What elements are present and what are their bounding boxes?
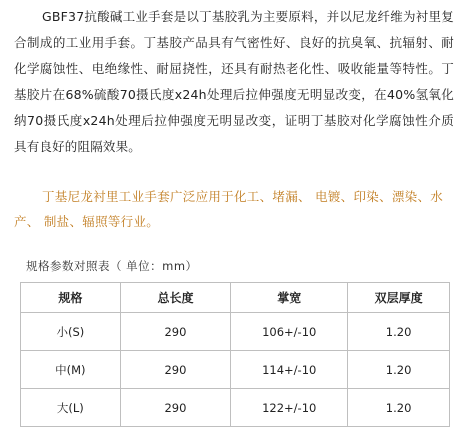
table-caption: 规格参数对照表（ 单位：mm）	[26, 259, 198, 273]
table-row	[21, 313, 450, 351]
spec-table	[20, 282, 450, 427]
intro-paragraph: GBF37抗酸碱工业手套是以丁基胶乳为主要原料，并以尼龙纤维为衬里复合制成的工业用手套。丁基胶产品具有气密性好、良好的抗臭氧、抗辐射、耐化学腐蚀性、电绝缘性、耐屈挠性，还具有耐热老化性、吸收能量等特性。丁基胶片在68%硫酸70摄氏度x24h处理后拉伸强度无明显改变，在40%氢氧化纳70摄氏度x24h处理后拉伸强度无明显改变，证明丁基胶对化学腐蚀性介质具有良好的阻隔效果。	[14, 9, 454, 154]
cell-size: 小(S)	[21, 313, 121, 351]
cell-double-thickness: 1.20	[348, 313, 450, 351]
cell-size: 中(M)	[21, 351, 121, 389]
cell-double-thickness: 1.20	[348, 389, 450, 427]
table-header-row	[21, 283, 450, 313]
cell-total-length: 290	[120, 389, 231, 427]
cell-total-length: 290	[120, 351, 231, 389]
table-row	[21, 351, 450, 389]
application-paragraph: 丁基尼龙衬里工业手套广泛应用于化工、堵漏、 电镀、印染、漂染、水产、 制盐、辐照等行业。	[14, 189, 444, 229]
cell-palm-width: 114+/-10	[231, 351, 348, 389]
header-double-thickness: 双层厚度	[348, 283, 450, 313]
table-row	[21, 389, 450, 427]
cell-total-length: 290	[120, 313, 231, 351]
cell-size: 大(L)	[21, 389, 121, 427]
header-total-length: 总长度	[120, 283, 231, 313]
cell-palm-width: 122+/-10	[231, 389, 348, 427]
header-palm-width: 掌宽	[231, 283, 348, 313]
header-size: 规格	[21, 283, 121, 313]
cell-double-thickness: 1.20	[348, 351, 450, 389]
cell-palm-width: 106+/-10	[231, 313, 348, 351]
